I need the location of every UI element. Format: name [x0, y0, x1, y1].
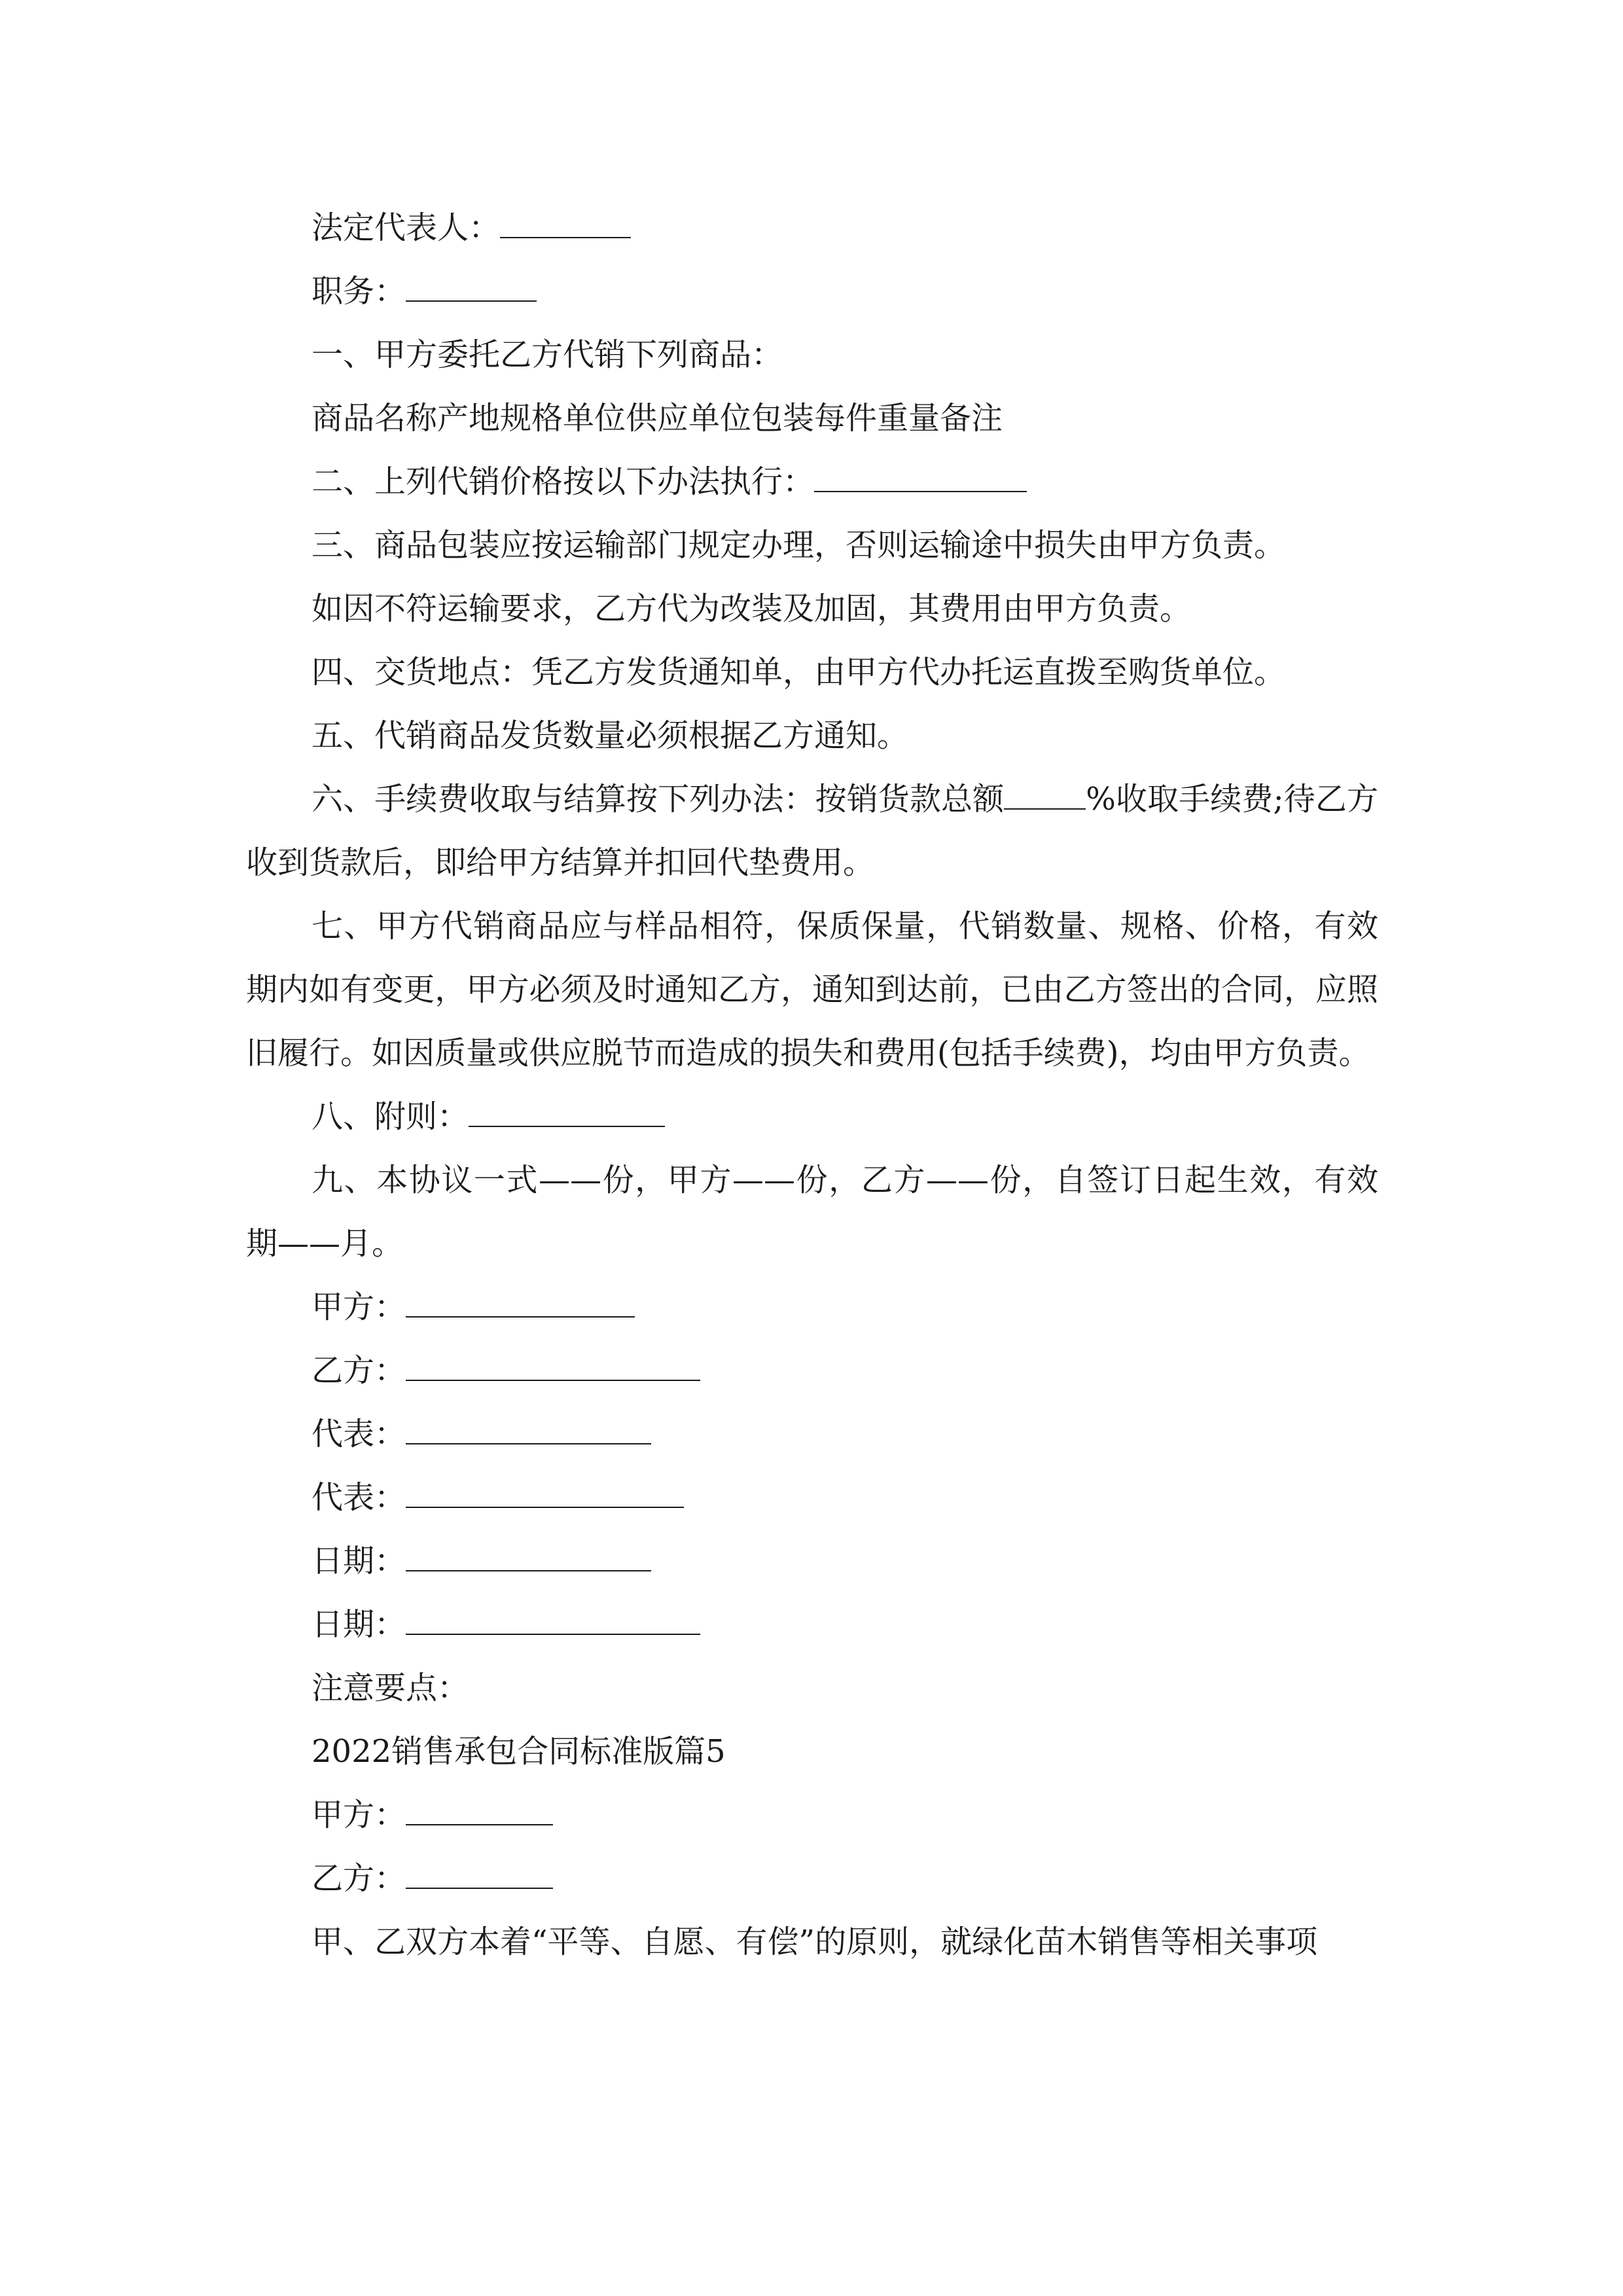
fee-percent-blank [1004, 782, 1086, 810]
contract-body [246, 196, 1378, 1974]
representative-line-2: 代表： [246, 1466, 1378, 1530]
supplementary-blank [469, 1100, 665, 1127]
clause-1: 一、甲方委托乙方代销下列商品： [312, 336, 783, 373]
clause-9: 九、本协议一式——份，甲方——份，乙方——份，自签订日起生效，有效期——月。 [246, 1162, 1378, 1262]
clause-7: 七、甲方代销商品应与样品相符，保质保量，代销数量、规格、价格，有效期内如有变更，甲方必须及时通知乙方，通知到达前，已由乙方签出的合同，应照旧履行。如因质量或供应脱节而造成的损失和费用(包括手续费)，均由甲方负责。 [246, 908, 1378, 1071]
goods-table-header: 商品名称产地规格单位供应单位包装每件重量备注 [312, 400, 1003, 437]
notes-heading: 注意要点： [312, 1670, 469, 1706]
party-b-line-2: 乙方： [246, 1847, 1378, 1910]
position-blank [406, 274, 537, 302]
date-blank-1 [406, 1544, 651, 1571]
party-a-line: 甲方： [246, 1276, 1378, 1339]
price-method-blank [814, 465, 1027, 492]
clause-2: 二、上列代销价格按以下办法执行： [246, 450, 1378, 514]
clause-3: 三、商品包装应按运输部门规定办理，否则运输途中损失由甲方负责。 [312, 527, 1286, 564]
party-b-blank [406, 1354, 700, 1381]
representative-line-1: 代表： [246, 1403, 1378, 1466]
date-line-1: 日期： [246, 1530, 1378, 1593]
position-line: 职务： [246, 260, 1378, 323]
clause-6: 六、手续费收取与结算按下列办法：按销货款总额 %收取手续费;待乙方收到货款后，即给甲方结算并扣回代垫费用。 [246, 781, 1378, 881]
representative-blank-1 [406, 1417, 651, 1444]
legal-rep-blank [500, 211, 631, 238]
party-a-line-2: 甲方： [246, 1784, 1378, 1847]
clause-4: 四、交货地点：凭乙方发货通知单，由甲方代办托运直拨至购货单位。 [312, 654, 1286, 691]
section-5-intro: 甲、乙双方本着“平等、自愿、有偿”的原则，就绿化苗木销售等相关事项 [312, 1924, 1318, 1960]
representative-blank-2 [406, 1480, 684, 1508]
clause-8: 八、附则： [246, 1085, 1378, 1149]
party-b-blank-2 [406, 1861, 553, 1889]
section-5-heading: 2022销售承包合同标准版篇5 [312, 1733, 726, 1770]
clause-3-continued: 如因不符运输要求，乙方代为改装及加固，其费用由甲方负责。 [312, 590, 1192, 627]
party-a-blank [406, 1290, 635, 1318]
date-blank-2 [406, 1607, 700, 1635]
legal-rep-line: 法定代表人： [246, 196, 1378, 260]
date-line-2: 日期： [246, 1593, 1378, 1657]
party-a-blank-2 [406, 1798, 553, 1825]
clause-5: 五、代销商品发货数量必须根据乙方通知。 [312, 717, 909, 754]
party-b-line: 乙方： [246, 1339, 1378, 1403]
